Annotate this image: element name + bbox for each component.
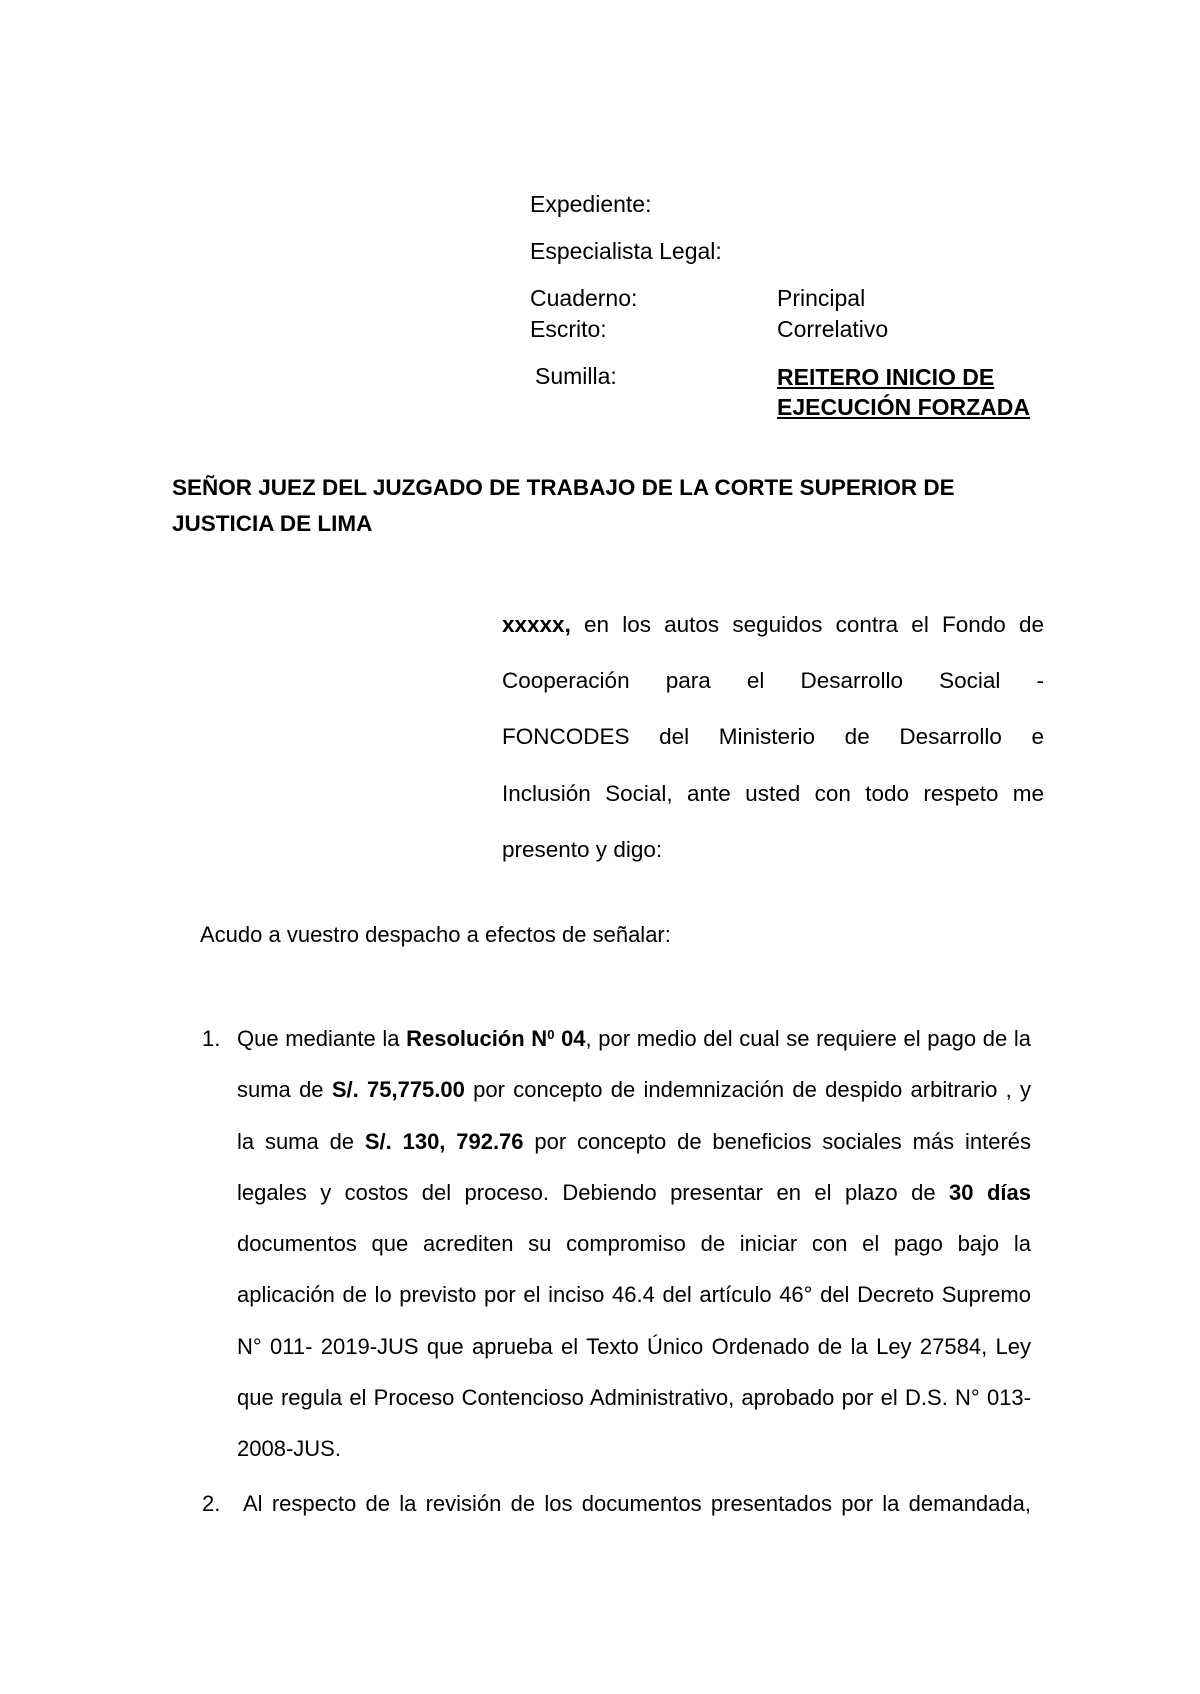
sumilla-value xyxy=(777,362,1030,422)
escrito-value: Correlativo xyxy=(777,316,889,342)
resolution-label: Resolución N xyxy=(406,1026,548,1051)
item-1-line-1 xyxy=(237,1013,1031,1064)
sumilla-line-1: REITERO INICIO DE xyxy=(777,364,995,390)
especialista-label: Especialista Legal: xyxy=(530,238,722,264)
item-1-line-3 xyxy=(237,1116,1031,1167)
amount-1: S/. 75,775.00 xyxy=(331,1077,465,1103)
intro-line-5: presento y digo: xyxy=(502,836,663,862)
item-1-text: por concepto de indemnización de despido arbitrario , y xyxy=(464,1077,1031,1103)
list-item-2 xyxy=(243,1478,1031,1529)
intro-line-3: FONCODES del Ministerio de Desarrollo e xyxy=(502,724,1044,750)
addressee-heading xyxy=(172,470,1032,542)
addressee-line-1: SEÑOR JUEZ DEL JUZGADO DE TRABAJO DE LA CORTE SUPERIOR DE xyxy=(172,475,955,500)
item-1-text: legales y costos del proceso. Debiendo presentar en el plazo de xyxy=(237,1179,950,1205)
expediente-label: Expediente: xyxy=(530,191,652,217)
intro-paragraph xyxy=(502,597,1044,878)
item-1-line-6: aplicación de lo previsto por el inciso 46.4 del artículo 46° del Decreto Supremo xyxy=(237,1282,1031,1308)
resolution-ref xyxy=(406,1026,585,1051)
item-1-text: suma de xyxy=(237,1077,332,1103)
cuaderno-value: Principal xyxy=(777,285,866,311)
escrito-label: Escrito: xyxy=(530,316,607,342)
amount-2: S/. 130, 792.76 xyxy=(364,1128,524,1154)
list-number-1: 1. xyxy=(202,1026,221,1051)
addressee-line-2: JUSTICIA DE LIMA xyxy=(172,511,373,536)
item-1-line-4 xyxy=(237,1167,1031,1218)
item-1-line-7: N° 011- 2019-JUS que aprueba el Texto Único Ordenado de la Ley 27584, Ley xyxy=(237,1333,1031,1359)
petitioner-name: xxxxx, xyxy=(502,612,571,637)
intro-line-4: Inclusión Social, ante usted con todo respeto me xyxy=(502,780,1044,806)
sumilla-label: Sumilla: xyxy=(535,363,617,389)
item-1-line-2 xyxy=(237,1064,1031,1115)
item-1-text: , por medio del cual se requiere el pago de la xyxy=(585,1026,1032,1051)
cuaderno-label: Cuaderno: xyxy=(530,285,638,311)
resolution-number: 04 xyxy=(554,1026,586,1051)
intro-line-1-text: en los autos seguidos contra el Fondo de xyxy=(570,612,1044,637)
item-1-text: por concepto de beneficios sociales más interés xyxy=(523,1128,1031,1154)
list-item-1 xyxy=(237,1013,1031,1475)
list-number-2: 2. xyxy=(202,1491,221,1516)
item-2-line-1: Al respecto de la revisión de los documentos presentados por la demandada, xyxy=(243,1491,1031,1516)
acudo-paragraph: Acudo a vuestro despacho a efectos de señalar: xyxy=(200,922,671,947)
item-1-text: la suma de xyxy=(237,1128,365,1154)
item-1-line-9: 2008-JUS. xyxy=(237,1436,341,1462)
intro-line-1 xyxy=(502,597,1044,653)
resolution-superscript: 0 xyxy=(547,1027,555,1042)
item-1-line-8: que regula el Proceso Contencioso Administrativo, aprobado por el D.S. N° 013- xyxy=(237,1385,1031,1411)
item-1-text: Que mediante la xyxy=(237,1026,407,1051)
deadline-days: 30 días xyxy=(949,1179,1031,1205)
item-1-line-5: documentos que acrediten su compromiso de iniciar con el pago bajo la xyxy=(237,1231,1031,1257)
intro-line-2: Cooperación para el Desarrollo Social - xyxy=(502,668,1044,694)
sumilla-line-2: EJECUCIÓN FORZADA xyxy=(777,394,1031,420)
